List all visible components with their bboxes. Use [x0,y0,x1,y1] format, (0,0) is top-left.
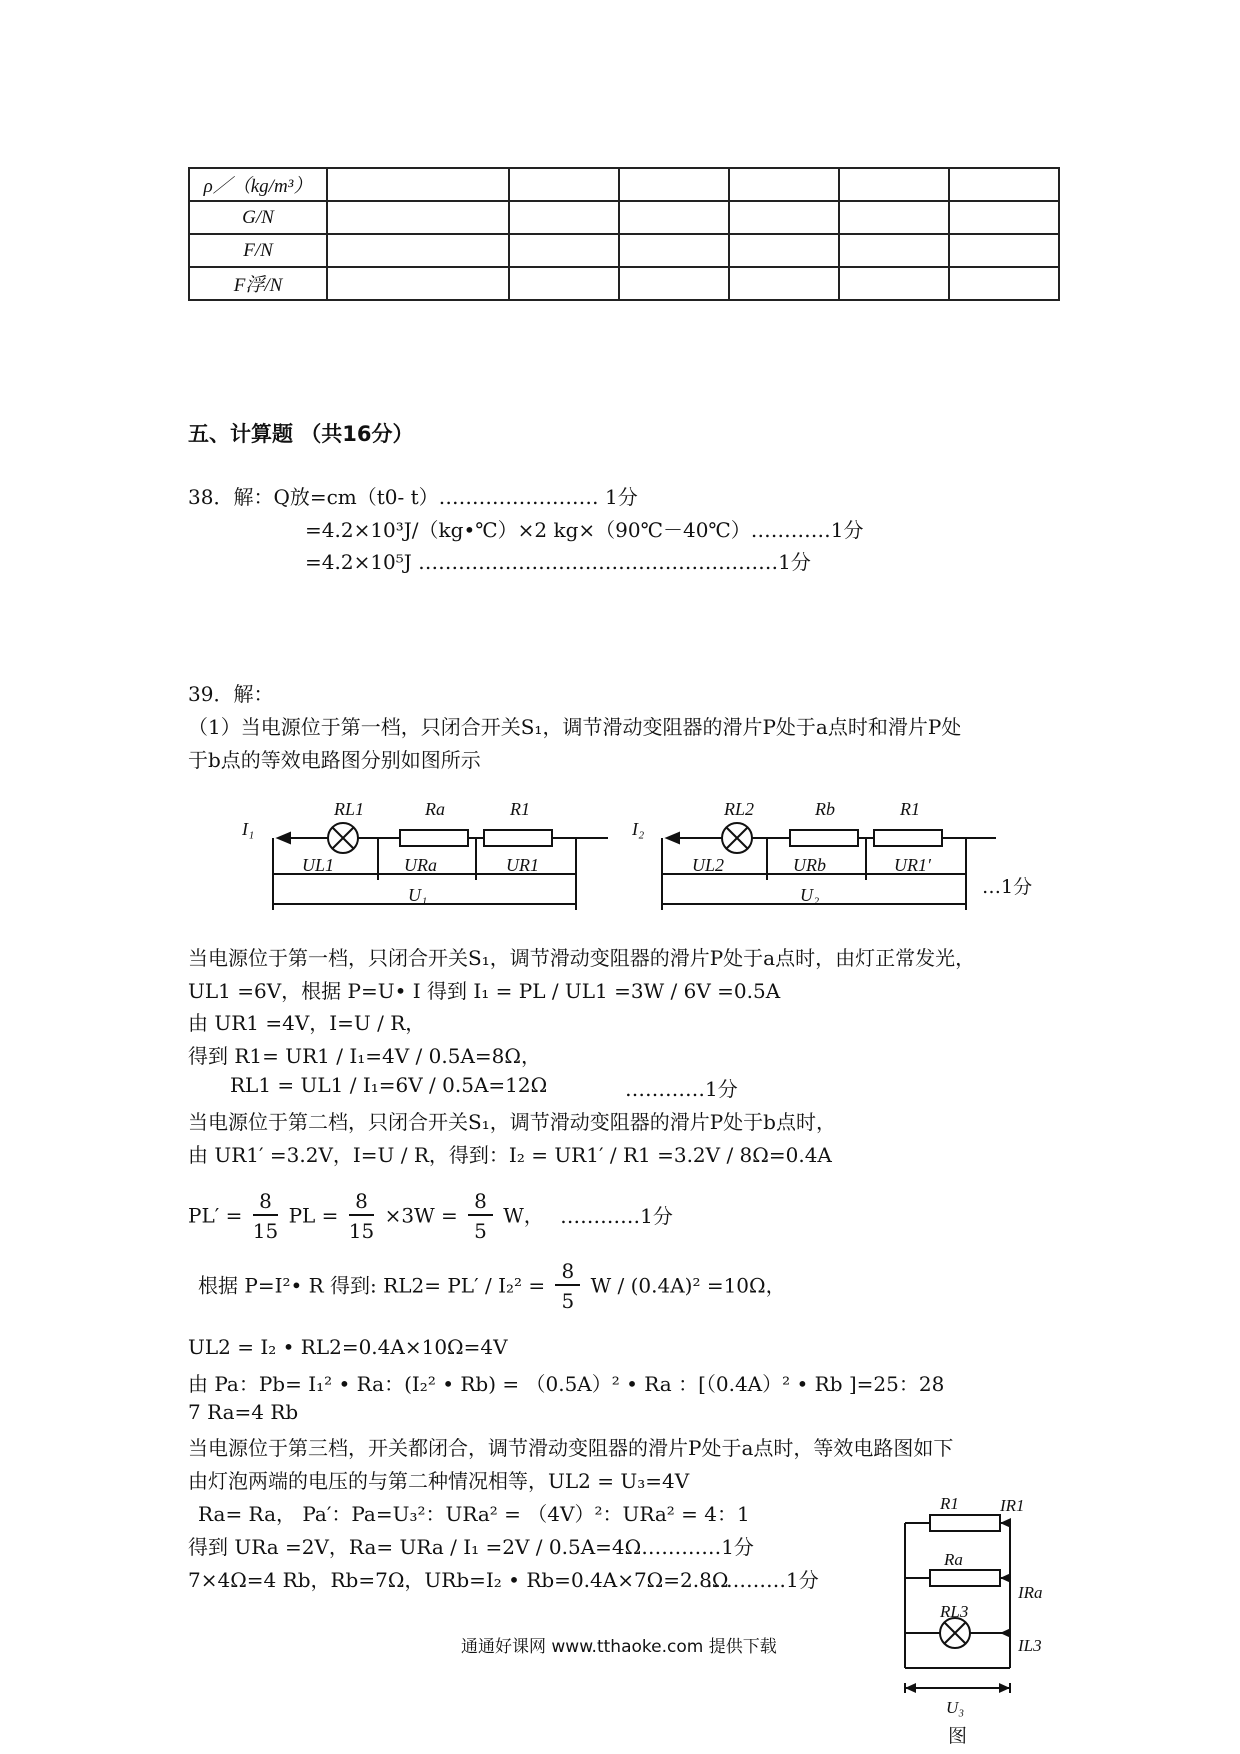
score-mark: …………1分 [560,1203,673,1228]
formula-text: 根据 P=I²• R 得到: RL2= PL′ / I₂² = [198,1273,546,1298]
q38-line-3: =4.2×10⁵J ………………………………………………1分 [305,550,811,574]
score-mark: …1分 [982,876,1033,898]
q38-line-2: =4.2×10³J/（kg•℃）×2 kg×（90℃－40℃）…………1分 [305,518,864,542]
numerator: 8 [555,1258,580,1286]
data-table [188,167,1060,301]
voltage-label: UL2 [692,855,725,875]
formula-text: PL = [288,1203,339,1228]
denominator: 5 [561,1289,575,1313]
formula-text: W， [503,1203,544,1228]
resistor-label: R1 [900,799,920,819]
parallel-circuit-diagram [880,1478,1070,1748]
voltage-label: UR1′ [894,855,931,875]
q39-line-1: 当电源位于第一档，只闭合开关S₁，调节滑动变阻器的滑片P处于a点时，由灯正常发光， [188,946,976,970]
formula-text: W / (0.4A)² =10Ω， [590,1273,786,1298]
score-mark: …………1分 [706,1568,819,1592]
fraction [468,1188,493,1246]
resistor-label: Ra [944,1550,963,1569]
fraction [349,1188,374,1246]
voltage-label: URb [793,855,826,875]
denominator: 5 [474,1219,487,1243]
resistor-label: Ra [425,799,445,819]
table-row [189,234,1059,267]
figure-caption: 图 [948,1725,968,1747]
numerator: 8 [468,1188,493,1216]
table-row [189,201,1059,234]
page-footer: 通通好课网 www.tthaoke.com 提供下载 [461,1637,777,1657]
resistor-label: R1 [940,1494,959,1513]
voltage-label: U₂ [800,885,820,905]
q39-line-5: RL1 = UL1 / I₁=6V / 0.5A=12Ω [230,1073,548,1097]
voltage-label: U₃ [946,1698,965,1717]
q39-line-10: 7 Ra=4 Rb [188,1400,299,1424]
q39-line-2: UL1 =6V，根据 P=U• I 得到 I₁ = PL / UL1 =3W / 6V =0.5A [188,979,781,1003]
lamp-label: RL1 [334,799,365,819]
fraction [555,1258,580,1316]
resistor-label: Rb [815,799,835,819]
q39-line-3: 由 UR1 =4V，I=U / R， [188,1011,426,1035]
voltage-label: URa [404,855,437,875]
denominator: 15 [348,1219,375,1243]
q39-line-9: 由 Pa：Pb= I₁² • Ra：(I₂² • Rb) = （0.5A）² • Ra ：[（0.4A）² • Rb ]=25：28 [188,1372,945,1396]
current-label: I₁ [242,819,255,839]
current-label: IRa [1018,1583,1043,1602]
q39-line-12: 由灯泡两端的电压的与第二种情况相等，UL2 = U₃=4V [188,1469,690,1493]
q39-line-8: UL2 = I₂ • RL2=0.4A×10Ω=4V [188,1335,508,1359]
q39-line-15: 7×4Ω=4 Rb，Rb=7Ω，URb=I₂ • Rb=0.4A×7Ω=2.8Ω [188,1568,729,1592]
q39-line-11: 当电源位于第三档，开关都闭合，调节滑动变阻器的滑片P处于a点时，等效电路图如下 [188,1436,954,1460]
score-mark: …………1分 [625,1077,738,1101]
row-header: ρ／（kg/m³） [189,168,327,201]
voltage-label: UL1 [302,855,335,875]
q39-line-7: 由 UR1′ =3.2V，I=U / R，得到：I₂ = UR1′ / R1 =3.2V / 8Ω=0.4A [188,1143,832,1167]
q39-part1-a: （1）当电源位于第一档，只闭合开关S₁，调节滑动变阻器的滑片P处于a点时和滑片P处 [188,715,962,739]
current-label: IL3 [1018,1636,1042,1655]
denominator: 15 [252,1219,279,1243]
q39-part1-b: 于b点的等效电路图分别如图所示 [188,748,481,772]
numerator: 8 [253,1188,278,1216]
q39-line-4: 得到 R1= UR1 / I₁=4V / 0.5A=8Ω， [188,1044,541,1068]
formula-lamp-resistance [198,1258,786,1316]
section-heading: 五、计算题 （共16分） [188,422,414,446]
q39-heading: 39．解： [188,682,274,706]
fraction [253,1188,278,1246]
voltage-label: U₁ [408,885,428,905]
resistor-label: R1 [510,799,530,819]
lamp-label: RL3 [940,1602,969,1621]
numerator: 8 [349,1188,374,1216]
formula-text: ×3W = [384,1203,458,1228]
q39-line-6: 当电源位于第二档，只闭合开关S₁，调节滑动变阻器的滑片P处于b点时， [188,1110,836,1134]
q38-line-1: 38．解：Q放=cm（t0- t）…………………… 1分 [188,485,638,509]
q39-line-14: 得到 URa =2V，Ra= URa / I₁ =2V / 0.5A=4Ω…………1分 [188,1535,754,1559]
lamp-label: RL2 [724,799,755,819]
row-header: G/N [189,201,327,234]
formula-text: PL′ = [188,1203,243,1228]
row-header: F浮/N [189,267,327,300]
formula-power-ratio [188,1188,673,1246]
circuit-diagrams [230,785,1050,945]
current-label: IR1 [1000,1496,1025,1515]
q39-line-13: Ra= Ra， Pa′：Pa=U₃²：URa² = （4V）²：URa² = 4：1 [198,1502,750,1526]
voltage-label: UR1 [506,855,539,875]
row-header: F/N [189,234,327,267]
current-label: I₂ [632,819,645,839]
table-row [189,267,1059,300]
table-row [189,168,1059,201]
